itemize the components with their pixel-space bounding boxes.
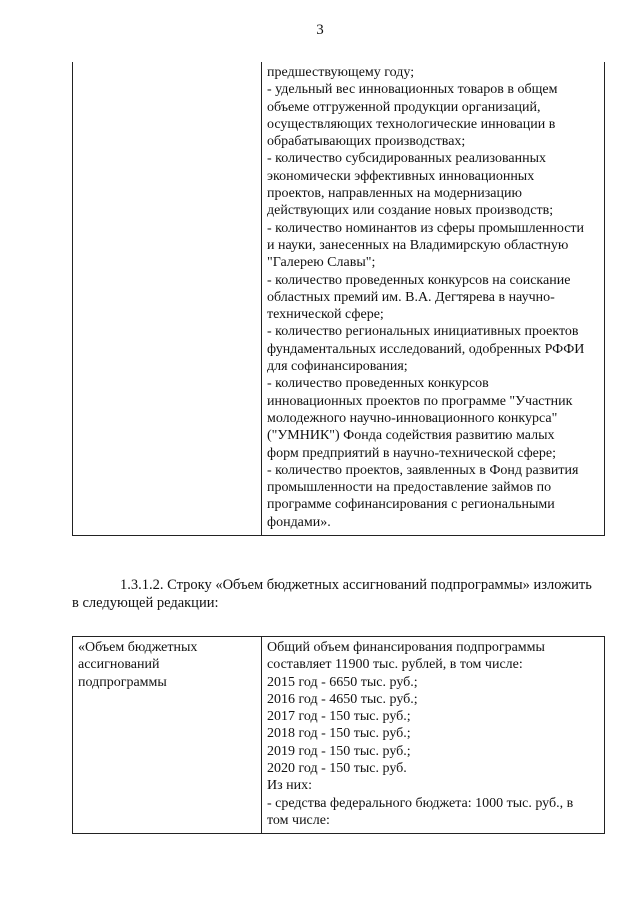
- cell-line: 2016 год - 4650 тыс. руб.;: [267, 691, 418, 707]
- cell-line: - средства федерального бюджета: 1000 тыс. руб., в: [267, 795, 574, 811]
- cell-line: областных премий им. В.А. Дегтярева в научно-: [267, 289, 555, 305]
- cell-line: 2017 год - 150 тыс. руб.;: [267, 709, 411, 725]
- table-cell-left: [73, 62, 262, 536]
- cell-line: - количество региональных инициативных проектов: [267, 324, 579, 340]
- cell-line: проектов, направленных на модернизацию: [267, 186, 522, 202]
- cell-line: подпрограммы: [78, 674, 167, 690]
- table-cell-right: [262, 62, 605, 536]
- cell-line: программе софинансирования с региональными: [267, 497, 555, 513]
- cell-line: молодежного научно-инновационного конкурса": [267, 410, 558, 426]
- cell-line: Из них:: [267, 778, 313, 794]
- table-row: [73, 62, 605, 536]
- cell-line: обрабатывающих производствах;: [267, 134, 466, 150]
- cell-line: 2015 год - 6650 тыс. руб.;: [267, 674, 418, 690]
- cell-line: ассигнований: [78, 657, 160, 673]
- table-cell-right: [262, 637, 605, 834]
- cell-line: 2018 год - 150 тыс. руб.;: [267, 726, 411, 742]
- page-number: 3: [316, 22, 324, 38]
- cell-line: "Галерею Славы";: [267, 255, 376, 271]
- cell-line: 2020 год - 150 тыс. руб.: [267, 761, 407, 777]
- cell-line: том числе:: [267, 812, 330, 828]
- cell-line: - количество проектов, заявленных в Фонд развития: [267, 462, 579, 478]
- cell-line: Общий объем финансирования подпрограммы: [267, 640, 545, 655]
- cell-line: ("УМНИК") Фонда содействия развитию малых: [267, 428, 555, 444]
- cell-line: осуществляющих технологические инновации в: [267, 116, 556, 132]
- cell-line: действующих или создание новых производств;: [267, 203, 554, 219]
- cell-line: и науки, занесенных на Владимирскую областную: [267, 237, 569, 253]
- cell-line: фондами».: [267, 514, 331, 530]
- cell-line: технической сфере;: [267, 307, 384, 323]
- indicators-table: [72, 62, 605, 536]
- cell-line: предшествующему году;: [267, 65, 415, 80]
- table-cell-left: [73, 637, 262, 834]
- cell-line: фундаментальных исследований, одобренных РФФИ: [267, 341, 585, 357]
- cell-line: объеме отгруженной продукции организаций,: [267, 99, 541, 115]
- cell-line: инновационных проектов по программе "Участник: [267, 393, 573, 409]
- paragraph-line-2: в следующей редакции:: [72, 595, 219, 611]
- cell-line: - количество субсидированных реализованных: [267, 151, 546, 167]
- paragraph-line-1: 1.3.1.2. Строку «Объем бюджетных ассигнований подпрограммы» изложить: [120, 577, 592, 593]
- cell-line: «Объем бюджетных: [78, 640, 198, 655]
- cell-line: промышленности на предоставление займов по: [267, 480, 552, 496]
- cell-line: - удельный вес инновационных товаров в общем: [267, 82, 558, 98]
- cell-line: - количество номинантов из сферы промышленности: [267, 220, 585, 236]
- cell-line: - количество проведенных конкурсов: [267, 376, 489, 392]
- cell-line: - количество проведенных конкурсов на соискание: [267, 272, 571, 288]
- cell-line: 2019 год - 150 тыс. руб.;: [267, 743, 411, 759]
- table-row: [73, 637, 605, 834]
- budget-table: [72, 636, 605, 834]
- cell-line: для софинансирования;: [267, 359, 408, 375]
- cell-line: форм предприятий в научно-технической сфере;: [267, 445, 556, 461]
- cell-line: составляет 11900 тыс. рублей, в том числе:: [267, 657, 523, 673]
- cell-line: экономически эффективных инновационных: [267, 168, 535, 184]
